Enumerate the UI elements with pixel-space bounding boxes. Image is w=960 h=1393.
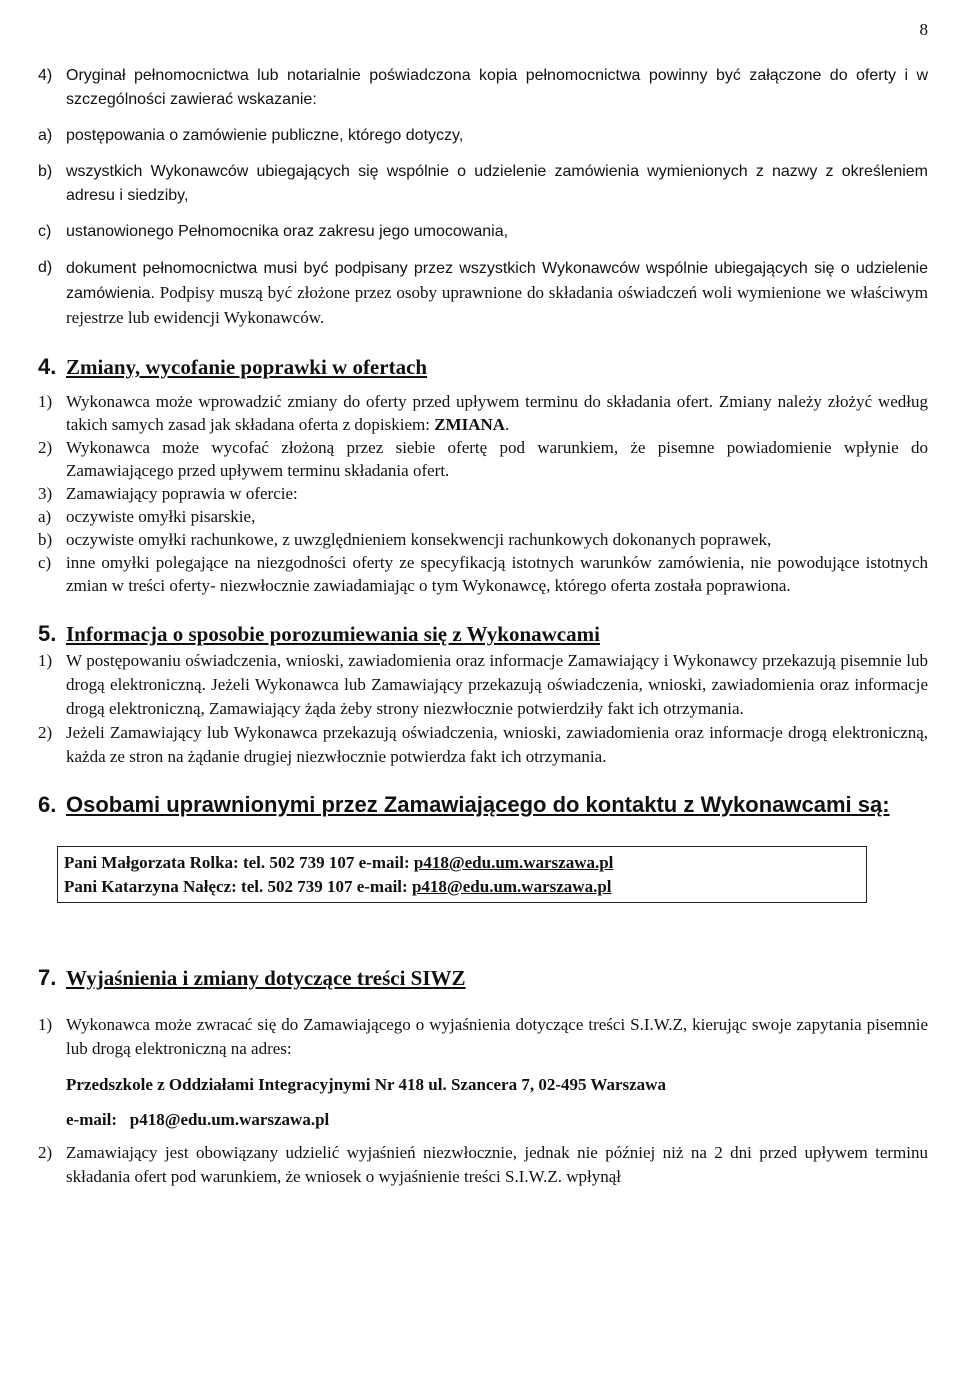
list-text: postępowania o zamówienie publiczne, którego dotyczy, <box>66 127 464 144</box>
section-number: 6. <box>38 792 57 817</box>
contact-text: Pani Małgorzata Rolka: tel. 502 739 107 e-mail: <box>64 853 414 872</box>
email-line <box>38 1108 928 1131</box>
section-title: Informacja o sposobie porozumiewania się z Wykonawcami <box>66 622 600 646</box>
list-item <box>38 528 928 551</box>
email-link[interactable]: p418@edu.um.warszawa.pl <box>129 1110 330 1129</box>
list-text: oczywiste omyłki rachunkowe, z uwzględnieniem konsekwencji rachunkowych dokonanych poprawek, <box>66 530 772 549</box>
list-text <box>66 390 928 436</box>
list-text: Wykonawca może zwracać się do Zamawiającego o wyjaśnienia dotyczące treści S.I.W.Z, kierując swoje zapytania pisemnie lub drogą elektroniczną na adres: <box>66 1015 928 1058</box>
list-marker: b) <box>38 530 53 549</box>
list-marker: 1) <box>38 651 53 670</box>
list-text: inne omyłki polegające na niezgodności oferty ze specyfikacją istotnych warunków zamówienia, nie powodujące istotnych zmian w treści oferty- niezwłocznie zawiadamiając o tym Wykonawcę, którego oferta została poprawiona. <box>66 553 928 595</box>
list-marker: 1) <box>38 392 53 411</box>
zmiana-keyword: ZMIANA <box>434 415 506 434</box>
list-text-end: . <box>505 415 510 434</box>
list-text-serif: Podpisy muszą być złożone przez osoby uprawnione do składania oświadczeń woli wymienione we właściwym rejestrze lub ewidencji Wykonawców. <box>66 283 928 327</box>
email-link[interactable] <box>414 853 614 872</box>
section-heading-7 <box>38 965 928 991</box>
list-marker: 2) <box>38 1143 53 1162</box>
list-item <box>38 721 928 769</box>
list-item <box>38 64 928 112</box>
address-line: Przedszkole z Oddziałami Integracyjnymi Nr 418 ul. Szancera 7, 02-495 Warszawa <box>66 1075 666 1094</box>
list-marker: d) <box>38 259 53 276</box>
list-item <box>38 390 928 436</box>
contact-line <box>64 851 858 875</box>
section-title: Zmiany, wycofanie poprawki w ofertach <box>66 355 428 379</box>
section-heading-5 <box>38 621 928 647</box>
list-text: wszystkich Wykonawców ubiegających się wspólnie o udzielenie zamówienia wymienionych z nazwy z określeniem adresu i siedziby, <box>66 163 928 204</box>
contact-text: Pani Katarzyna Nałęcz: tel. 502 739 107 e-mail: <box>64 877 412 896</box>
list-item <box>38 256 928 330</box>
contact-line <box>64 875 858 899</box>
list-item <box>38 649 928 721</box>
list-marker: 1) <box>38 1015 53 1034</box>
list-marker: 4) <box>38 67 53 84</box>
section-heading-4 <box>38 354 928 380</box>
list-text: oczywiste omyłki pisarskie, <box>66 507 256 526</box>
list-marker: c) <box>38 223 52 240</box>
list-item <box>38 436 928 482</box>
list-marker: a) <box>38 127 53 144</box>
list-item <box>38 1013 928 1061</box>
list-item <box>38 551 928 597</box>
email-domain: @edu.um.warszawa.pl <box>448 853 614 872</box>
list-text: W postępowaniu oświadczenia, wnioski, zawiadomienia oraz informacje Zamawiający i Wykonawcy przekazują pisemnie lub drogą elektroniczną. Jeżeli Wykonawca lub Zamawiający przekazują oświadczenia, wnioski, zawiadomienia oraz informacje drogą elektroniczną, Zamawiający żąda żeby strony niezwłocznie potwierdziły fakt ich otrzymania. <box>66 651 928 718</box>
list-item <box>38 220 928 244</box>
list-marker: b) <box>38 163 53 180</box>
list-text: Oryginał pełnomocnictwa lub notarialnie poświadczona kopia pełnomocnictwa powinny być załączone do oferty i w szczególności zawierać wskazanie: <box>66 67 928 108</box>
list-marker: 2) <box>38 723 53 742</box>
section-heading-6 <box>38 789 928 820</box>
email-link[interactable] <box>412 877 612 896</box>
list-item <box>38 482 928 505</box>
section-number: 5. <box>38 621 57 646</box>
list-marker: 3) <box>38 484 53 503</box>
email-user: p418 <box>411 877 447 896</box>
section-title: Osobami uprawnionymi przez Zamawiającego do kontaktu z Wykonawcami są: <box>66 792 890 817</box>
list-text: ustanowionego Pełnomocnika oraz zakresu jego umocowania, <box>66 223 509 240</box>
list-marker: 2) <box>38 438 53 457</box>
email-label: e-mail: <box>66 1110 117 1129</box>
list-item <box>38 160 928 208</box>
list-item <box>38 124 928 148</box>
list-text <box>66 256 928 330</box>
section-number: 7. <box>38 965 57 990</box>
list-text: Jeżeli Zamawiający lub Wykonawca przekazują oświadczenia, wnioski, zawiadomienia oraz informacje drogą elektroniczną, każda ze stron na żądanie drugiej niezwłocznie potwierdza fakt ich otrzymania. <box>66 723 928 766</box>
section-title: Wyjaśnienia i zmiany dotyczące treści SIWZ <box>66 966 466 990</box>
email-user: p418 <box>413 853 449 872</box>
list-marker: c) <box>38 553 52 572</box>
list-item <box>38 1141 928 1189</box>
list-text-part: Wykonawca może wprowadzić zmiany do oferty przed upływem terminu do składania ofert. Zmiany należy złożyć według takich samych zasad jak składana oferta z dopiskiem: <box>66 392 928 434</box>
document-body <box>38 64 928 1189</box>
list-marker: a) <box>38 507 52 526</box>
list-text-sans: dokument pełnomocnictwa musi być podpisany przez wszystkich Wykonawców wspólnie ubiegających się o udzielenie zamówienia. <box>66 260 928 302</box>
section-number: 4. <box>38 354 57 379</box>
list-text: Zamawiający jest obowiązany udzielić wyjaśnień niezwłocznie, jednak nie później niż na 2 dni przed upływem terminu składania ofert pod warunkiem, że wniosek o wyjaśnienie treści S.I.W.Z. wpłynął <box>66 1143 928 1186</box>
contact-box <box>57 846 867 903</box>
list-text: Wykonawca może wycofać złożoną przez siebie ofertę pod warunkiem, że pisemne powiadomienie wpłynie do Zamawiającego przed upływem terminu składania ofert. <box>66 438 928 480</box>
page-number: 8 <box>919 20 928 39</box>
list-item <box>38 505 928 528</box>
email-domain: @edu.um.warszawa.pl <box>446 877 612 896</box>
list-text: Zamawiający poprawia w ofercie: <box>66 484 298 503</box>
